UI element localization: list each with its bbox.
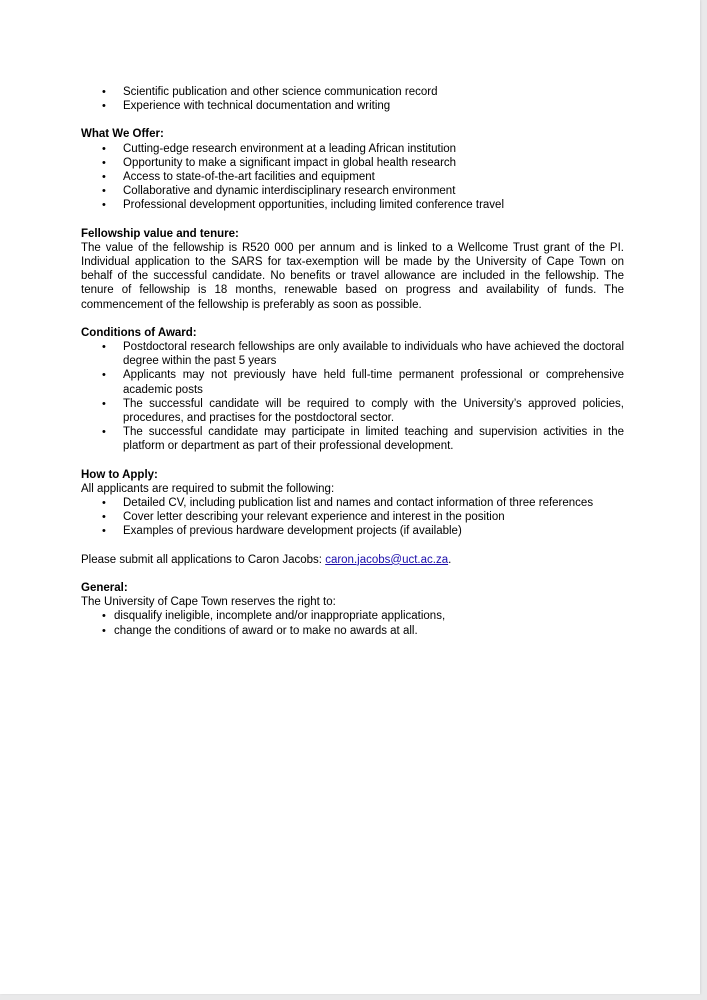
requirements-list-continued xyxy=(81,85,624,113)
general-heading: General: xyxy=(81,581,128,594)
list-item: • Opportunity to make a significant impact in global health research xyxy=(81,156,624,170)
general-intro: The University of Cape Town reserves the right to: xyxy=(81,596,336,609)
list-item: • disqualify ineligible, incomplete and/or inappropriate applications, xyxy=(81,609,624,623)
list-item: • Applicants may not previously have held full-time permanent professional or comprehensive academic posts xyxy=(81,368,624,396)
list-item: • The successful candidate may participate in limited teaching and supervision activities in the platform or department as part of their professional development. xyxy=(81,425,624,453)
email-link[interactable]: caron.jacobs@uct.ac.za xyxy=(325,553,449,566)
list-item: • Collaborative and dynamic interdisciplinary research environment xyxy=(81,184,624,198)
conditions-list xyxy=(81,340,624,454)
apply-section xyxy=(81,468,624,567)
document-content xyxy=(81,85,624,638)
list-item: • The successful candidate will be required to comply with the University’s approved policies, procedures, and practises for the postdoctoral sector. xyxy=(81,397,624,425)
general-section xyxy=(81,581,624,638)
general-list xyxy=(81,609,624,637)
submit-end: . xyxy=(448,553,452,566)
apply-heading: How to Apply: xyxy=(81,468,158,481)
apply-list xyxy=(81,496,624,539)
list-item: • Scientific publication and other science communication record xyxy=(81,85,624,99)
list-item: • Experience with technical documentation and writing xyxy=(81,99,624,113)
list-item: • Cover letter describing your relevant experience and interest in the position xyxy=(81,510,624,524)
list-item: • Detailed CV, including publication list and names and contact information of three references xyxy=(81,496,624,510)
offer-list xyxy=(81,142,624,213)
submit-text: Please submit all applications to Caron Jacobs: xyxy=(81,553,326,566)
apply-intro: All applicants are required to submit the following: xyxy=(81,482,335,495)
list-item: • Postdoctoral research fellowships are only available to individuals who have achieved the doctoral degree within the past 5 years xyxy=(81,340,624,368)
offer-heading: What We Offer: xyxy=(81,128,164,141)
list-item: • change the conditions of award or to make no awards at all. xyxy=(81,624,624,638)
list-item: • Professional development opportunities, including limited conference travel xyxy=(81,198,624,212)
fellowship-heading: Fellowship value and tenure: xyxy=(81,227,239,240)
fellowship-body: The value of the fellowship is R520 000 per annum and is linked to a Wellcome Trust grant of the PI. Individual application to the SARS for tax-exemption will be made by the University of Cape Town on behalf of the successful candidate. No benefits or travel allowance are included in the fellowship. The tenure of fellowship is 18 months, renewable based on progress and availability of funds. The commencement of the fellowship is preferably as soon as possible. xyxy=(81,241,624,311)
list-item: • Examples of previous hardware development projects (if available) xyxy=(81,524,624,538)
fellowship-section xyxy=(81,227,624,312)
offer-section xyxy=(81,127,624,212)
list-item: • Cutting-edge research environment at a leading African institution xyxy=(81,142,624,156)
conditions-section xyxy=(81,326,624,454)
list-item: • Access to state-of-the-art facilities and equipment xyxy=(81,170,624,184)
submit-line xyxy=(81,553,624,567)
conditions-heading: Conditions of Award: xyxy=(81,326,197,339)
